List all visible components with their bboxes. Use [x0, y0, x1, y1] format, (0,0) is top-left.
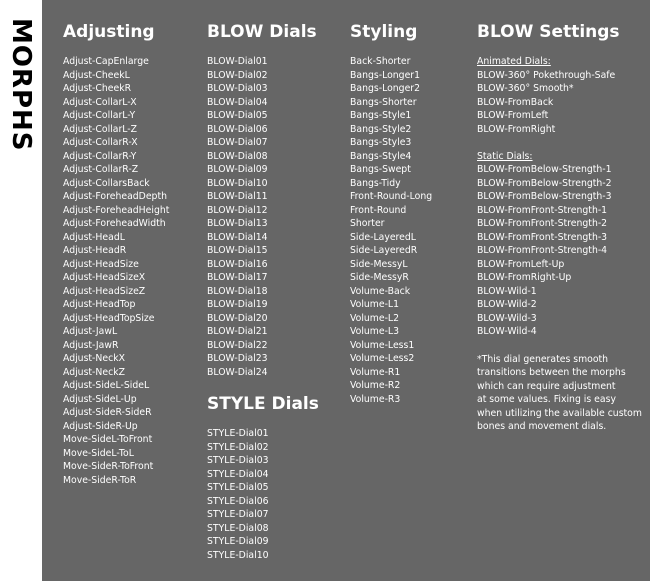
styling-item: Side-LayeredR — [350, 245, 418, 256]
style-dials-list — [207, 427, 347, 562]
blow-dial-item: BLOW-Dial13 — [207, 218, 268, 229]
note-line: transitions between the morphs — [477, 367, 626, 378]
static-dial-item: BLOW-FromFront-Strength-4 — [477, 245, 608, 256]
static-dial-item: BLOW-FromFront-Strength-3 — [477, 231, 608, 243]
adjusting-item: Adjust-CollarL-Y — [63, 110, 136, 121]
blow-dial-item: BLOW-Dial11 — [207, 191, 268, 202]
spacer — [477, 136, 647, 150]
static-dial-item: BLOW-FromLeft-Up — [477, 258, 565, 270]
static-dial-item: BLOW-Wild-3 — [477, 312, 537, 324]
styling-item: Bangs-Style1 — [350, 110, 412, 121]
styling-column — [350, 22, 475, 406]
style-dial-item: STYLE-Dial08 — [207, 522, 269, 534]
adjusting-item: Move-SideR-ToFront — [63, 461, 154, 472]
adjusting-item: Adjust-CollarR-Y — [63, 150, 137, 162]
adjusting-item: Adjust-NeckZ — [63, 366, 125, 378]
style-dial-item: STYLE-Dial07 — [207, 509, 269, 520]
side-title: MORPHS — [6, 18, 36, 152]
blow-dial-item: BLOW-Dial19 — [207, 299, 268, 310]
blow-dial-item: BLOW-Dial02 — [207, 69, 268, 81]
blow-dial-item: BLOW-Dial17 — [207, 272, 268, 283]
blow-settings-column — [477, 22, 647, 434]
blow-dial-item: BLOW-Dial24 — [207, 366, 268, 378]
styling-item: Bangs-Longer2 — [350, 83, 421, 94]
styling-item: Volume-R1 — [350, 366, 401, 378]
styling-item: Side-MessyR — [350, 272, 409, 283]
styling-item: Back-Shorter — [350, 56, 411, 67]
adjusting-item: Adjust-CheekR — [63, 83, 132, 94]
blow-dials-heading: BLOW Dials — [207, 22, 317, 42]
adjusting-item: Move-SideL-ToFront — [63, 434, 153, 445]
adjusting-item: Adjust-JawR — [63, 339, 119, 351]
adjusting-item: Move-SideR-ToR — [63, 474, 137, 486]
style-dial-item: STYLE-Dial03 — [207, 455, 269, 466]
blow-dial-item: BLOW-Dial09 — [207, 164, 268, 175]
adjusting-list — [63, 55, 203, 487]
adjusting-item: Adjust-NeckX — [63, 353, 125, 364]
adjusting-item: Adjust-SideL-Up — [63, 393, 137, 405]
adjusting-item: Adjust-HeadSizeZ — [63, 285, 146, 297]
static-dial-item: BLOW-Wild-4 — [477, 326, 537, 337]
adjusting-item: Adjust-HeadSizeX — [63, 272, 146, 283]
style-dial-item: STYLE-Dial10 — [207, 549, 269, 561]
adjusting-item: Adjust-HeadSize — [63, 258, 139, 270]
animated-dials-label: Animated Dials: — [477, 56, 551, 67]
styling-item: Front-Round — [350, 204, 407, 216]
note-line: at some values. Fixing is easy — [477, 394, 616, 405]
adjusting-item: Move-SideL-ToL — [63, 447, 134, 459]
static-dial-item: BLOW-FromRight-Up — [477, 272, 572, 283]
smooth-dial-note — [477, 353, 647, 434]
styling-item: Bangs-Swept — [350, 164, 411, 175]
adjusting-item: Adjust-HeadL — [63, 231, 125, 243]
blow-dial-item: BLOW-Dial06 — [207, 123, 268, 135]
static-dial-item: BLOW-FromBelow-Strength-3 — [477, 191, 612, 202]
style-dial-item: STYLE-Dial04 — [207, 468, 269, 480]
blow-dial-item: BLOW-Dial05 — [207, 110, 268, 121]
styling-item: Volume-L3 — [350, 326, 400, 337]
static-dials-list — [477, 163, 647, 339]
styling-item: Bangs-Style4 — [350, 150, 412, 162]
styling-list — [350, 55, 475, 406]
blow-dial-item: BLOW-Dial22 — [207, 339, 268, 351]
styling-item: Volume-R3 — [350, 393, 401, 405]
styling-item: Volume-L2 — [350, 312, 400, 324]
style-dial-item: STYLE-Dial09 — [207, 536, 269, 547]
styling-item: Side-MessyL — [350, 258, 408, 270]
blow-settings-heading: BLOW Settings — [477, 22, 620, 42]
static-dial-item: BLOW-FromBelow-Strength-2 — [477, 177, 612, 189]
blow-dial-item: BLOW-Dial08 — [207, 150, 268, 162]
adjusting-item: Adjust-CapEnlarge — [63, 56, 149, 67]
note-line: when utilizing the available custom — [477, 407, 642, 419]
adjusting-item: Adjust-ForeheadHeight — [63, 204, 170, 216]
static-dial-item: BLOW-Wild-1 — [477, 285, 537, 297]
blow-dial-item: BLOW-Dial16 — [207, 258, 268, 270]
adjusting-item: Adjust-SideR-SideR — [63, 407, 152, 418]
blow-dial-item: BLOW-Dial01 — [207, 56, 268, 67]
styling-item: Volume-R2 — [350, 380, 401, 391]
styling-item: Bangs-Shorter — [350, 96, 417, 108]
animated-dial-item: BLOW-FromLeft — [477, 110, 549, 121]
note-line: which can require adjustment — [477, 380, 616, 392]
style-dial-item: STYLE-Dial02 — [207, 441, 269, 453]
styling-item: Volume-Back — [350, 285, 411, 297]
styling-item: Volume-Less2 — [350, 353, 415, 364]
styling-item: Bangs-Longer1 — [350, 69, 421, 81]
static-dial-item: BLOW-FromBelow-Strength-1 — [477, 164, 612, 175]
styling-item: Volume-Less1 — [350, 339, 415, 351]
styling-item: Shorter — [350, 218, 385, 229]
adjusting-item: Adjust-SideL-SideL — [63, 380, 150, 391]
animated-dial-item: BLOW-FromRight — [477, 123, 556, 135]
adjusting-heading: Adjusting — [63, 22, 155, 42]
adjusting-item: Adjust-ForeheadDepth — [63, 191, 167, 202]
styling-item: Bangs-Tidy — [350, 177, 401, 189]
blow-dial-item: BLOW-Dial21 — [207, 326, 268, 337]
adjusting-item: Adjust-HeadTop — [63, 299, 136, 310]
static-dial-item: BLOW-FromFront-Strength-1 — [477, 204, 608, 216]
blow-dials-column — [207, 22, 347, 562]
blow-dial-item: BLOW-Dial10 — [207, 177, 268, 189]
adjusting-item: Adjust-ForeheadWidth — [63, 218, 166, 229]
style-dial-item: STYLE-Dial05 — [207, 482, 269, 493]
blow-dial-item: BLOW-Dial15 — [207, 245, 268, 256]
style-dial-item: STYLE-Dial06 — [207, 495, 269, 507]
adjusting-item: Adjust-CheekL — [63, 69, 130, 81]
side-band — [0, 0, 42, 581]
animated-dial-item: BLOW-360° Smooth* — [477, 83, 574, 94]
static-dial-item: BLOW-Wild-2 — [477, 299, 537, 310]
styling-item: Bangs-Style3 — [350, 137, 412, 148]
adjusting-column — [63, 22, 203, 487]
adjusting-item: Adjust-SideR-Up — [63, 420, 138, 432]
adjusting-item: Adjust-HeadTopSize — [63, 312, 155, 324]
adjusting-item: Adjust-HeadR — [63, 245, 127, 256]
styling-item: Volume-L1 — [350, 299, 400, 310]
adjusting-item: Adjust-CollarsBack — [63, 177, 150, 189]
blow-dial-item: BLOW-Dial18 — [207, 285, 268, 297]
styling-item: Bangs-Style2 — [350, 123, 412, 135]
blow-dial-item: BLOW-Dial07 — [207, 137, 268, 148]
blow-dial-item: BLOW-Dial04 — [207, 96, 268, 108]
animated-dials-list — [477, 69, 647, 137]
adjusting-item: Adjust-CollarL-Z — [63, 123, 138, 135]
animated-dial-item: BLOW-FromBack — [477, 96, 554, 108]
blow-dial-item: BLOW-Dial14 — [207, 231, 268, 243]
style-dials-heading: STYLE Dials — [207, 394, 319, 414]
blow-dial-item: BLOW-Dial03 — [207, 83, 268, 94]
blow-dial-item: BLOW-Dial12 — [207, 204, 268, 216]
adjusting-item: Adjust-CollarR-X — [63, 137, 138, 148]
styling-item: Front-Round-Long — [350, 191, 433, 202]
animated-dial-item: BLOW-360° Pokethrough-Safe — [477, 69, 616, 81]
adjusting-item: Adjust-CollarR-Z — [63, 164, 139, 175]
blow-dials-list — [207, 55, 347, 379]
blow-dial-item: BLOW-Dial20 — [207, 312, 268, 324]
styling-item: Side-LayeredL — [350, 231, 416, 243]
adjusting-item: Adjust-CollarL-X — [63, 96, 137, 108]
blow-dial-item: BLOW-Dial23 — [207, 353, 268, 364]
static-dials-label: Static Dials: — [477, 150, 533, 162]
static-dial-item: BLOW-FromFront-Strength-2 — [477, 218, 608, 229]
note-line: bones and movement dials. — [477, 421, 607, 432]
styling-heading: Styling — [350, 22, 418, 42]
style-dial-item: STYLE-Dial01 — [207, 428, 269, 439]
note-line: *This dial generates smooth — [477, 353, 609, 365]
adjusting-item: Adjust-JawL — [63, 326, 118, 337]
